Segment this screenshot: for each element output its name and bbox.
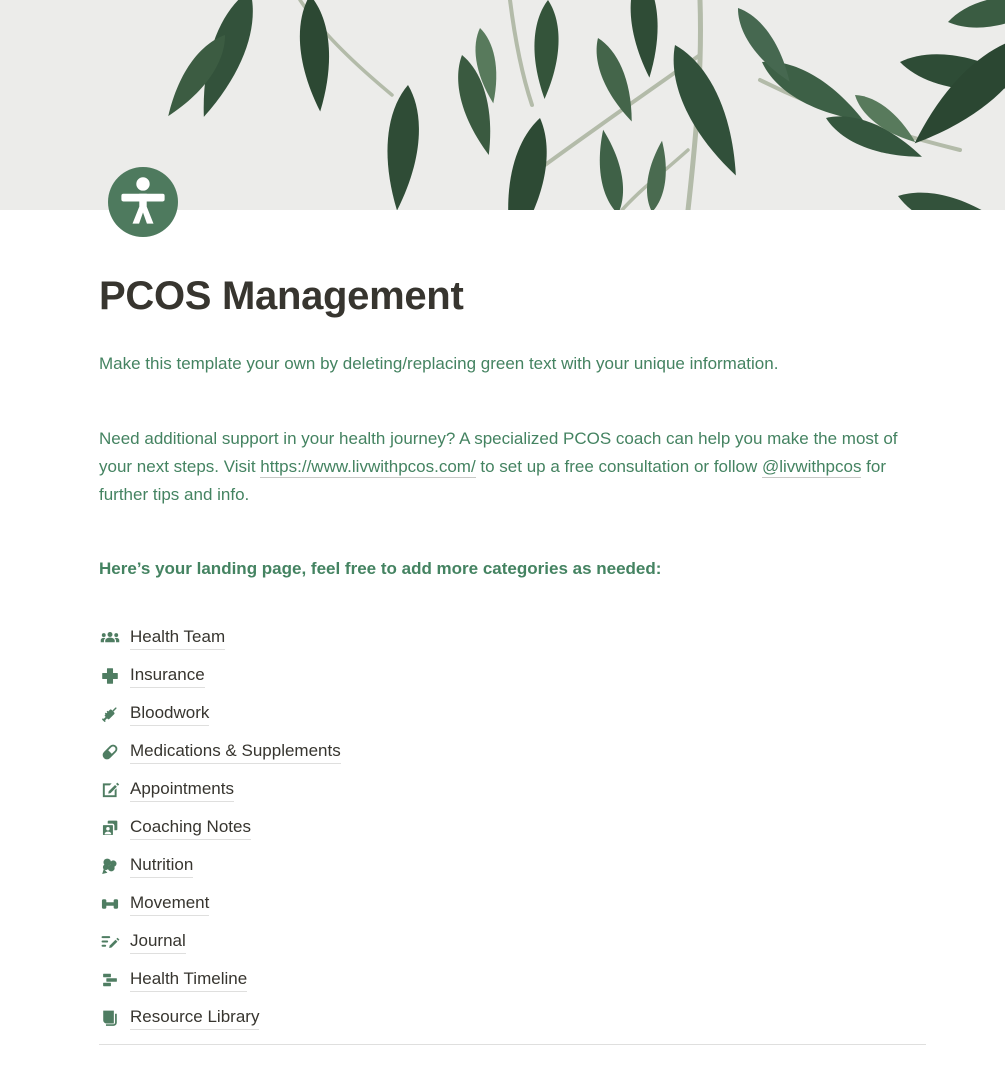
page-link-label: Coaching Notes [130,816,251,840]
contact-card-icon [99,817,121,839]
accessibility-figure-icon [108,167,178,237]
plus-cross-icon [99,665,121,687]
coach-paragraph-text: to set up a free consultation or follow [475,457,762,476]
edit-square-icon [99,779,121,801]
page-link-bloodwork[interactable] [99,702,209,725]
livwithpcos-url-link[interactable]: https://www.livwithpcos.com/ [260,457,476,476]
page-link-list [99,626,926,1029]
page-link-label: Medications & Supplements [130,740,341,764]
page-link-label: Health Timeline [130,968,247,992]
page-link-journal[interactable] [99,930,186,953]
dumbbell-icon [99,893,121,915]
page-link-movement[interactable] [99,892,209,915]
page-body [0,210,1005,1045]
page-icon[interactable] [108,167,178,237]
page-link-health-team[interactable] [99,626,225,649]
landing-page-subhead[interactable]: Here’s your landing page, feel free to add more categories as needed: [99,559,662,578]
page-link-health-timeline[interactable] [99,968,247,991]
page-link-label: Appointments [130,778,234,802]
timeline-bars-icon [99,969,121,991]
coach-paragraph-text: for further tips and info. [99,457,887,504]
page-title[interactable]: PCOS Management [99,274,464,318]
page-link-label: Health Team [130,626,225,650]
page-link-resource-library[interactable] [99,1006,259,1029]
coach-paragraph-text: Need additional support in your health journey? A specialized PCOS coach can help you make the most of your next steps. Visit [99,429,898,476]
page-link-appointments[interactable] [99,778,234,801]
broccoli-icon [99,855,121,877]
syringe-icon [99,703,121,725]
coach-paragraph[interactable] [99,425,926,509]
page-link-label: Journal [130,930,186,954]
page-link-medications[interactable] [99,740,341,763]
page-link-label: Resource Library [130,1006,259,1030]
intro-paragraph[interactable]: Make this template your own by deleting/replacing green text with your unique information. [99,354,779,373]
page-link-nutrition[interactable] [99,854,193,877]
page-link-label: Nutrition [130,854,193,878]
pill-capsule-icon [99,741,121,763]
page-link-label: Movement [130,892,209,916]
page-link-label: Insurance [130,664,205,688]
page-link-insurance[interactable] [99,664,205,687]
livwithpcos-handle-link[interactable]: @livwithpcos [762,457,862,476]
page-link-label: Bloodwork [130,702,209,726]
divider [99,1044,926,1045]
people-group-icon [99,627,121,649]
list-pencil-icon [99,931,121,953]
book-icon [99,1007,121,1029]
page-link-coaching-notes[interactable] [99,816,251,839]
